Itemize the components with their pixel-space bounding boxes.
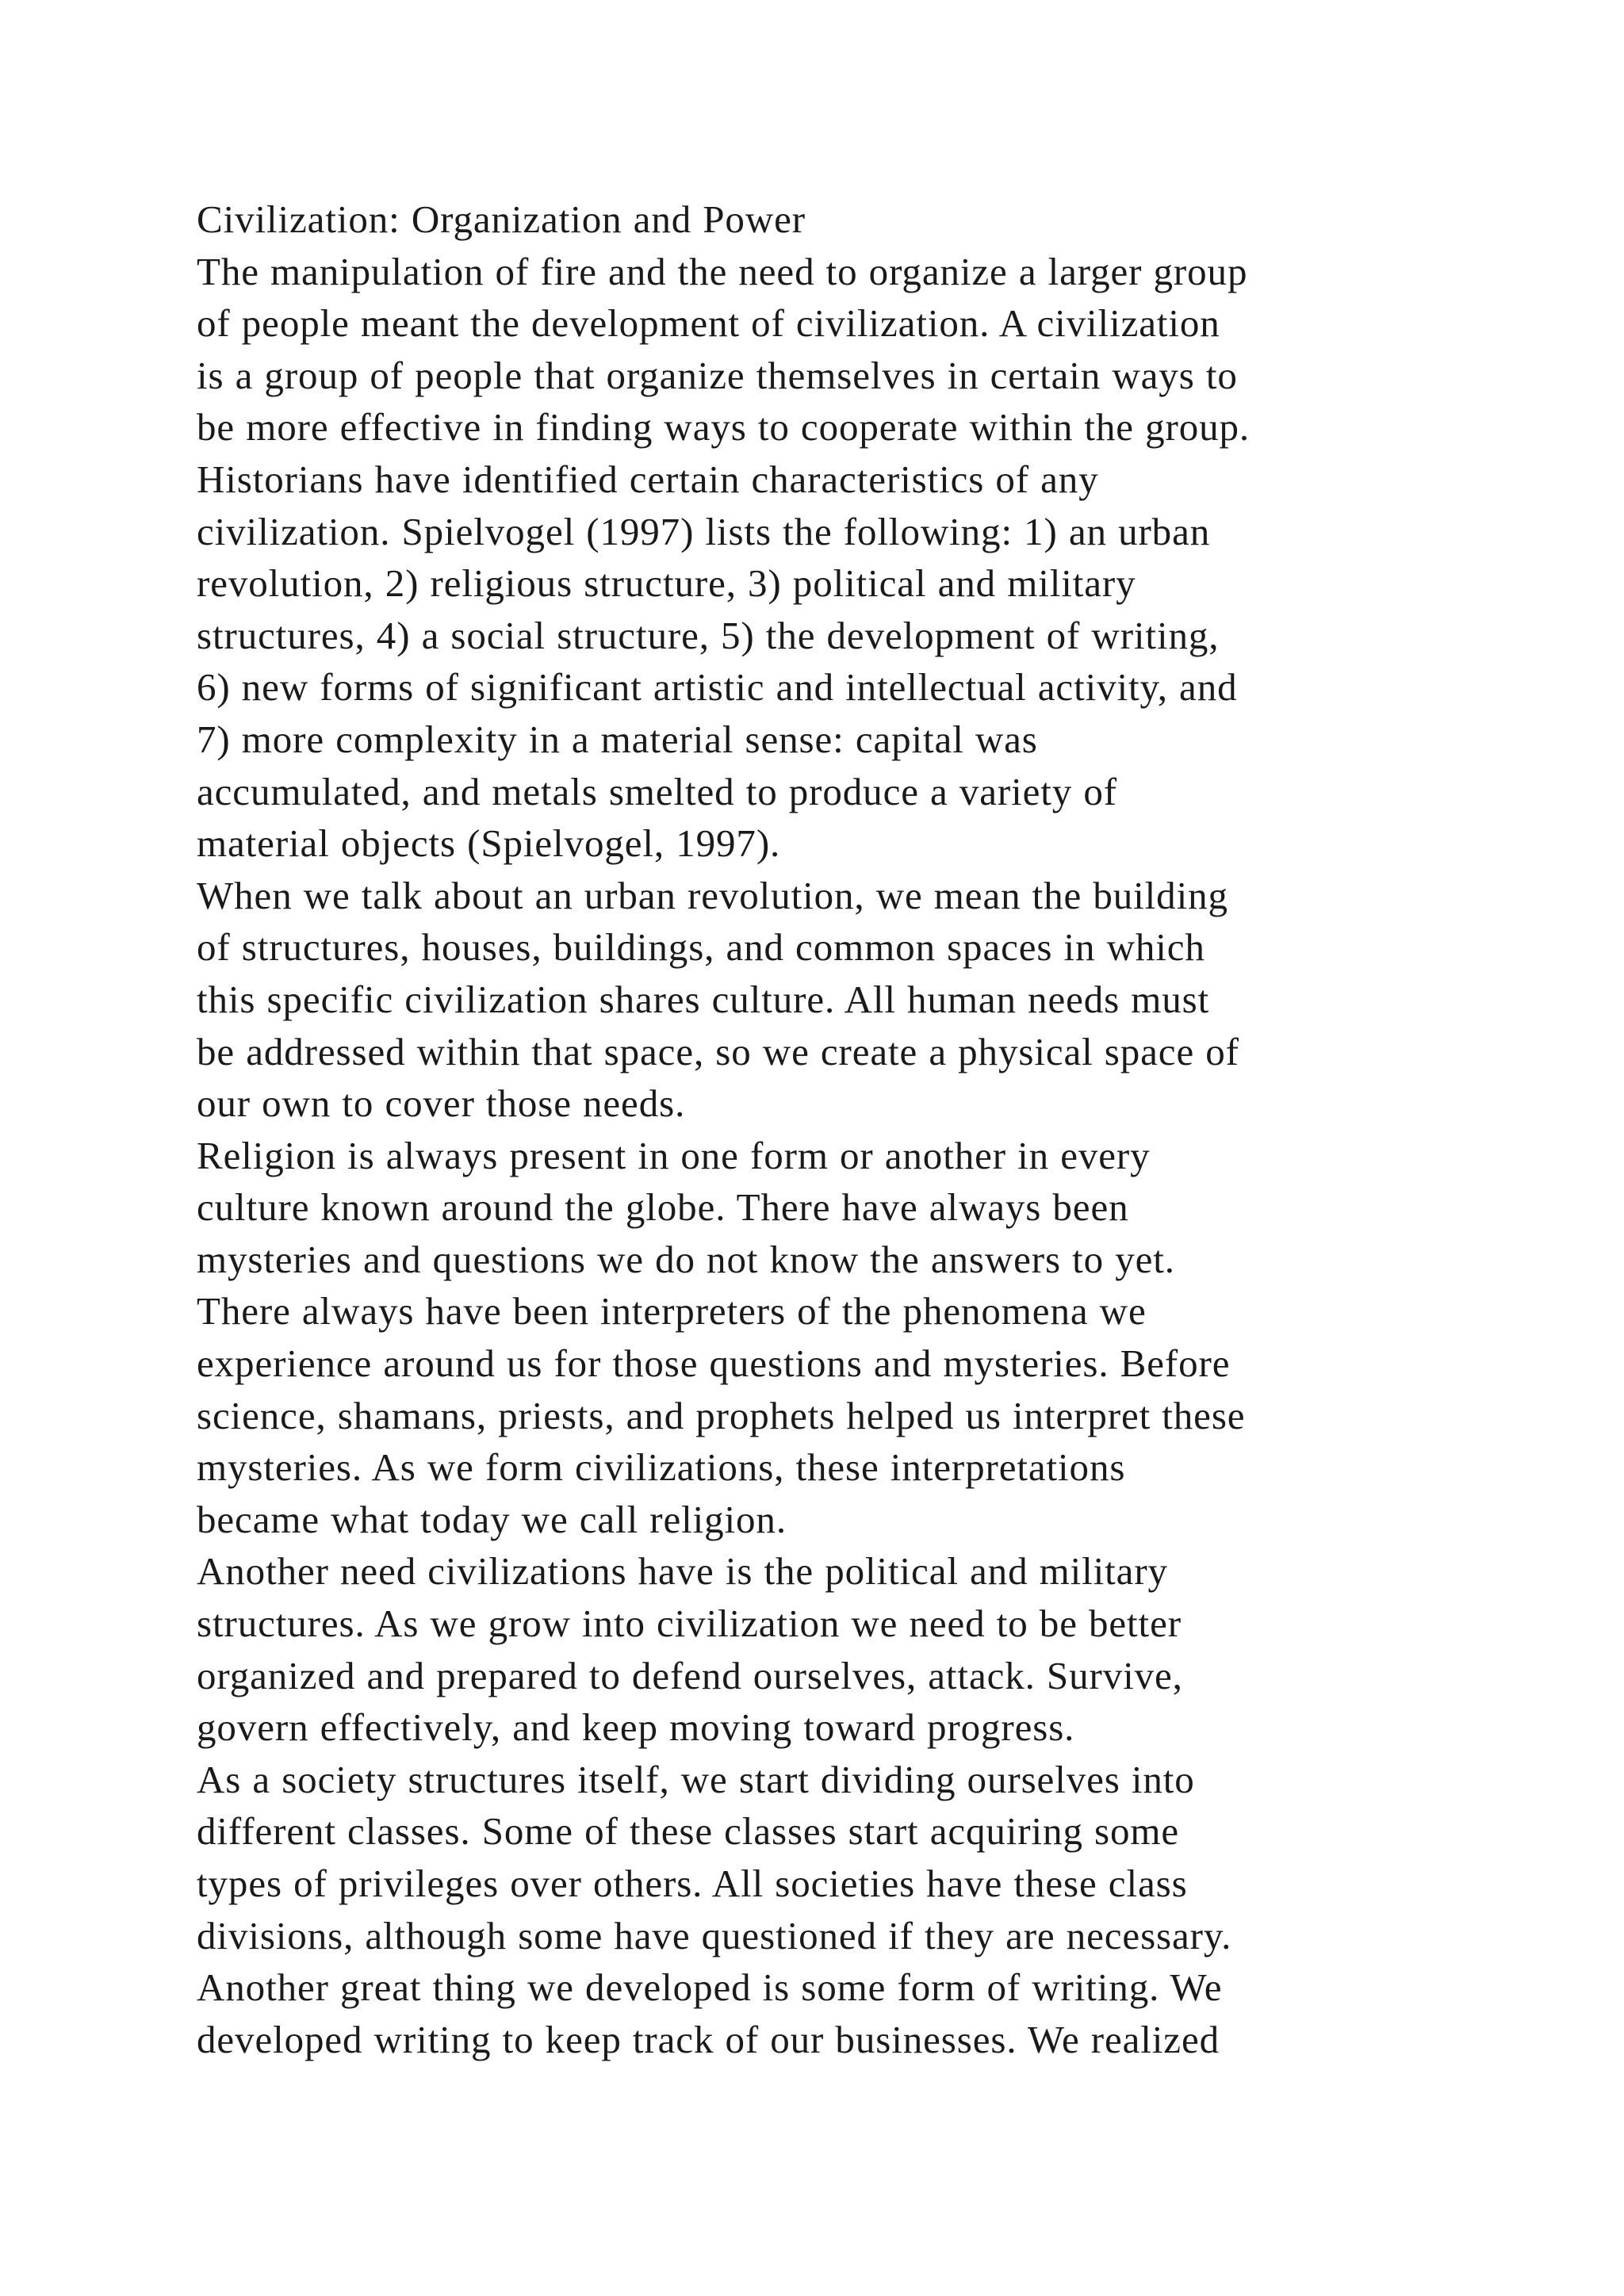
- text-line: revolution, 2) religious structure, 3) political and military: [197, 561, 1136, 606]
- text-line: structures, 4) a social structure, 5) the development of writing,: [197, 613, 1220, 657]
- document-title: Civilization: Organization and Power: [197, 197, 806, 241]
- text-line: 6) new forms of significant artistic and intellectual activity, and: [197, 665, 1238, 710]
- text-line: became what today we call religion.: [197, 1497, 787, 1541]
- text-line: science, shamans, priests, and prophets helped us interpret these: [197, 1393, 1246, 1437]
- text-line: divisions, although some have questioned if they are necessary.: [197, 1913, 1232, 1957]
- text-line: is a group of people that organize themselves in certain ways to: [197, 353, 1238, 397]
- text-line: mysteries and questions we do not know the answers to yet.: [197, 1237, 1175, 1281]
- text-line: different classes. Some of these classes start acquiring some: [197, 1809, 1180, 1854]
- text-line: Religion is always present in one form or another in every: [197, 1133, 1151, 1177]
- text-line: The manipulation of fire and the need to organize a larger group: [197, 249, 1248, 293]
- text-line: of people meant the development of civilization. A civilization: [197, 301, 1220, 346]
- text-line: When we talk about an urban revolution, we mean the building: [197, 873, 1228, 917]
- text-line: Historians have identified certain characteristics of any: [197, 457, 1099, 501]
- text-line: 7) more complexity in a material sense: capital was: [197, 717, 1038, 761]
- text-line: organized and prepared to defend ourselves, attack. Survive,: [197, 1653, 1183, 1697]
- text-line: experience around us for those questions and mysteries. Before: [197, 1341, 1231, 1386]
- text-line: structures. As we grow into civilization we need to be better: [197, 1601, 1182, 1646]
- text-line: be addressed within that space, so we create a physical space of: [197, 1029, 1239, 1073]
- text-line: material objects (Spielvogel, 1997).: [197, 821, 781, 866]
- text-line: be more effective in finding ways to cooperate within the group.: [197, 405, 1251, 450]
- text-line: accumulated, and metals smelted to produce a variety of: [197, 769, 1117, 813]
- text-line: culture known around the globe. There have always been: [197, 1185, 1129, 1230]
- text-line: Another need civilizations have is the political and military: [197, 1549, 1168, 1594]
- text-line: As a society structures itself, we start dividing ourselves into: [197, 1757, 1195, 1801]
- text-line: There always have been interpreters of the phenomena we: [197, 1289, 1147, 1334]
- text-line: developed writing to keep track of our businesses. We realized: [197, 2017, 1220, 2061]
- text-line: of structures, houses, buildings, and common spaces in which: [197, 925, 1205, 970]
- text-line: mysteries. As we form civilizations, these interpretations: [197, 1445, 1126, 1490]
- document-page: [197, 193, 1497, 2065]
- text-line: civilization. Spielvogel (1997) lists the following: 1) an urban: [197, 509, 1211, 553]
- text-line: Another great thing we developed is some form of writing. We: [197, 1965, 1223, 2010]
- text-line: types of privileges over others. All societies have these class: [197, 1862, 1188, 1905]
- text-line: govern effectively, and keep moving toward progress.: [197, 1705, 1075, 1750]
- text-line: our own to cover those needs.: [197, 1081, 686, 1126]
- text-line: this specific civilization shares culture. All human needs must: [197, 977, 1210, 1021]
